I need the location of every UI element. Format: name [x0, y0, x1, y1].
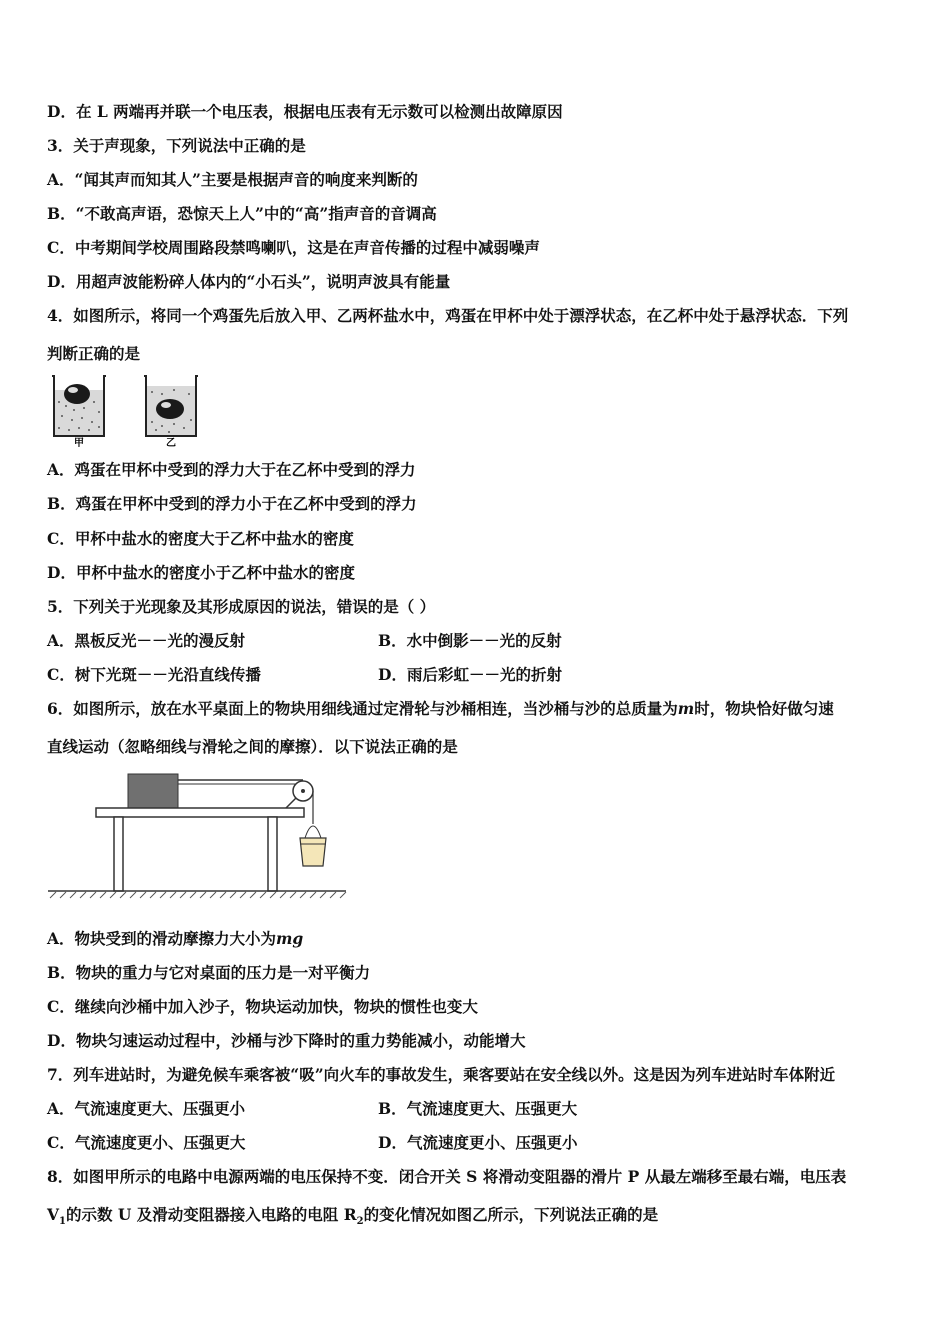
beaker-jia — [52, 376, 106, 436]
q7-option-d: D．气流速度更小、压强更小 — [378, 1133, 578, 1152]
egg-floating — [64, 384, 90, 404]
q8-mid: 的示数 U 及滑动变阻器接入电路的电阻 R — [66, 1205, 357, 1224]
q3-option-d: D．用超声波能粉碎人体内的“小石头”，说明声波具有能量 — [47, 272, 451, 291]
line-d-previous: D．在 L 两端再并联一个电压表，根据电压表有无示数可以检测出故障原因 — [47, 102, 563, 121]
label-yi: 乙 — [166, 438, 176, 449]
q6-option-b: B．物块的重力与它对桌面的压力是一对平衡力 — [47, 963, 371, 982]
sand-bucket — [300, 838, 326, 866]
q5-option-b: B．水中倒影－－光的反射 — [378, 631, 562, 650]
q3-option-a: A．“闻其声而知其人”主要是根据声音的响度来判断的 — [47, 170, 418, 189]
q3-option-c: C．中考期间学校周围路段禁鸣喇叭，这是在声音传播的过程中减弱噪声 — [47, 238, 540, 257]
q5-option-a: A．黑板反光－－光的漫反射 — [47, 631, 246, 650]
q6a-mg: mg — [276, 929, 304, 948]
egg-beakers-figure — [44, 372, 204, 450]
question-5: 5．下列关于光现象及其形成原因的说法，错误的是（ ） — [47, 597, 436, 616]
q7-option-a: A．气流速度更大、压强更小 — [47, 1099, 246, 1118]
q5-option-d: D．雨后彩虹－－光的折射 — [378, 665, 562, 684]
q6a-text: A．物块受到的滑动摩擦力大小为 — [47, 929, 277, 948]
q4-option-b: B．鸡蛋在甲杯中受到的浮力小于在乙杯中受到的浮力 — [47, 494, 417, 513]
pulley-table-figure — [44, 768, 354, 900]
question-8-line2 — [47, 1205, 658, 1232]
q4-option-c: C．甲杯中盐水的密度大于乙杯中盐水的密度 — [47, 529, 354, 548]
q7-option-c: C．气流速度更小、压强更大 — [47, 1133, 246, 1152]
q6-option-c: C．继续向沙桶中加入沙子，物块运动加快，物块的惯性也变大 — [47, 997, 478, 1016]
q3-option-b: B．“不敢高声语，恐惊天上人”中的“高”指声音的音调高 — [47, 204, 437, 223]
q4-option-a: A．鸡蛋在甲杯中受到的浮力大于在乙杯中受到的浮力 — [47, 460, 416, 479]
q6-line1-pre: 6．如图所示，放在水平桌面上的物块用细线通过定滑轮与沙桶相连，当沙桶与沙的总质量为 — [47, 699, 678, 718]
q4-option-d: D．甲杯中盐水的密度小于乙杯中盐水的密度 — [47, 563, 355, 582]
q8-end: 的变化情况如图乙所示，下列说法正确的是 — [363, 1205, 659, 1224]
question-6-line2: 直线运动（忽略细线与滑轮之间的摩擦）．以下说法正确的是 — [47, 737, 458, 756]
beaker-yi — [144, 376, 198, 436]
q6-option-d: D．物块匀速运动过程中，沙桶与沙下降时的重力势能减小，动能增大 — [47, 1031, 526, 1050]
q6-option-a — [47, 929, 303, 949]
block — [128, 774, 178, 808]
egg-suspended — [156, 399, 184, 419]
question-4-line2: 判断正确的是 — [47, 344, 141, 363]
question-3: 3．关于声现象，下列说法中正确的是 — [47, 136, 306, 155]
question-7: 7．列车进站时，为避免候车乘客被“吸”向火车的事故发生，乘客要站在安全线以外。这是因为列车进站时车体附近 — [47, 1065, 836, 1084]
label-jia: 甲 — [74, 438, 84, 449]
q8-sub2: 2 — [356, 1216, 364, 1228]
table-top — [96, 808, 304, 817]
question-4-line1: 4．如图所示，将同一个鸡蛋先后放入甲、乙两杯盐水中，鸡蛋在甲杯中处于漂浮状态，在乙杯中处于悬浮状态．下列 — [47, 306, 849, 325]
q7-option-b: B．气流速度更大、压强更大 — [378, 1099, 578, 1118]
q8-sub1: 1 — [59, 1216, 66, 1228]
q5-option-c: C．树下光斑－－光沿直线传播 — [47, 665, 261, 684]
question-8-line1: 8．如图甲所示的电路中电源两端的电压保持不变．闭合开关 S 将滑动变阻器的滑片 P 从最左端移至最右端，电压表 — [47, 1167, 847, 1186]
q6-line1-post: 时，物块恰好做匀速 — [694, 699, 834, 718]
question-6-line1 — [47, 699, 834, 719]
q8-v: V — [47, 1205, 60, 1224]
q6-mass-symbol: m — [677, 699, 695, 718]
